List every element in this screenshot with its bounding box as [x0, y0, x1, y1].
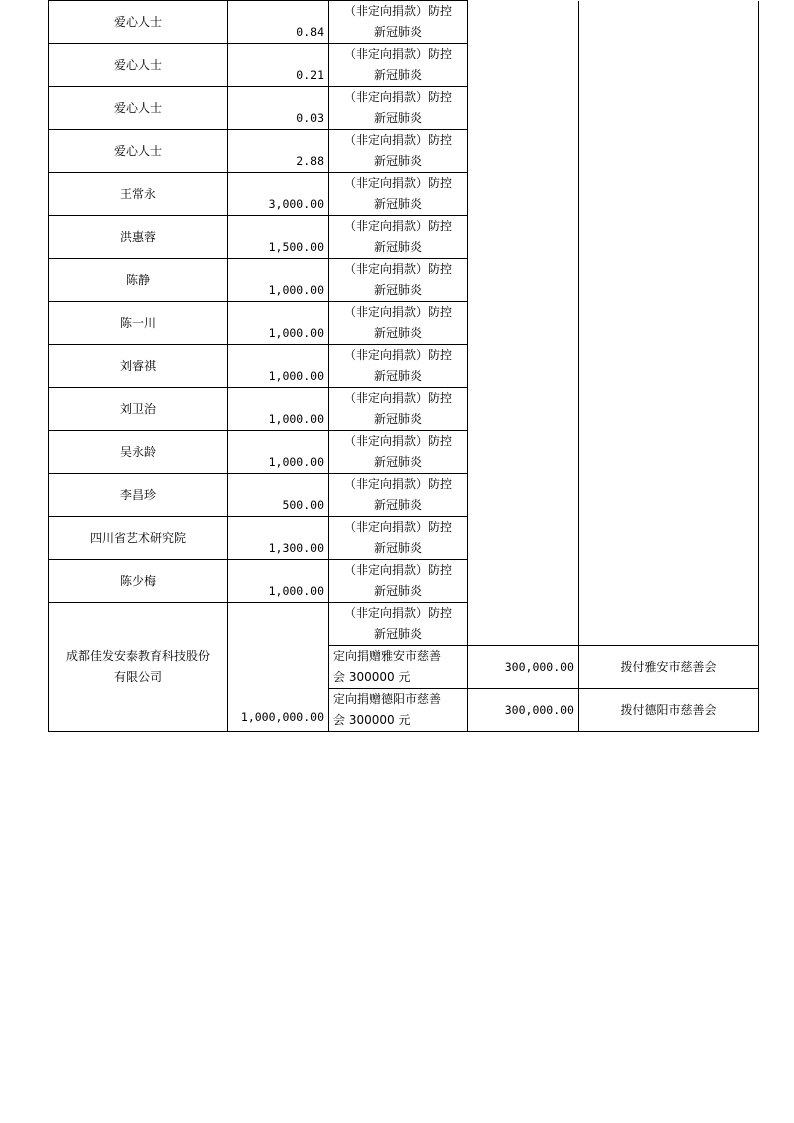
donation-purpose: （非定向捐款）防控 新冠肺炎	[329, 302, 468, 345]
donor-name: 爱心人士	[49, 44, 228, 87]
table-row	[49, 216, 759, 259]
use-desc-cell	[579, 87, 759, 130]
use-amount-cell	[468, 302, 579, 345]
donation-purpose: （非定向捐款）防控 新冠肺炎	[329, 517, 468, 560]
use-desc-cell	[579, 517, 759, 560]
donation-amount: 1,000.00	[228, 345, 329, 388]
donor-name: 刘卫治	[49, 388, 228, 431]
donation-table	[48, 0, 759, 732]
donation-amount: 1,000.00	[228, 259, 329, 302]
table-row	[49, 560, 759, 603]
donation-purpose: （非定向捐款）防控 新冠肺炎	[329, 345, 468, 388]
donation-amount: 1,000.00	[228, 560, 329, 603]
donation-purpose: 定向捐赠德阳市慈善 会 300000 元	[329, 689, 468, 732]
table-row	[49, 474, 759, 517]
table-row	[49, 259, 759, 302]
use-desc-cell	[579, 173, 759, 216]
use-amount-cell	[468, 474, 579, 517]
donation-amount: 1,500.00	[228, 216, 329, 259]
donor-name: 陈静	[49, 259, 228, 302]
use-desc-cell	[579, 474, 759, 517]
donor-name: 爱心人士	[49, 87, 228, 130]
use-desc-cell	[579, 259, 759, 302]
donor-name: 陈少梅	[49, 560, 228, 603]
donor-name: 吴永龄	[49, 431, 228, 474]
table-row	[49, 173, 759, 216]
use-amount-cell	[468, 173, 579, 216]
use-desc-cell	[579, 560, 759, 603]
donation-purpose: （非定向捐款）防控 新冠肺炎	[329, 1, 468, 44]
use-amount-cell	[468, 560, 579, 603]
table-row	[49, 517, 759, 560]
donation-purpose: 定向捐赠雅安市慈善 会 300000 元	[329, 646, 468, 689]
donation-purpose: （非定向捐款）防控 新冠肺炎	[329, 216, 468, 259]
use-desc-cell	[579, 302, 759, 345]
use-amount-cell	[468, 1, 579, 44]
donation-amount: 3,000.00	[228, 173, 329, 216]
use-amount-cell	[468, 517, 579, 560]
donation-amount: 500.00	[228, 474, 329, 517]
use-amount-cell	[468, 44, 579, 87]
donation-purpose: （非定向捐款）防控 新冠肺炎	[329, 431, 468, 474]
donor-name: 四川省艺术研究院	[49, 517, 228, 560]
donation-amount: 1,000,000.00	[228, 603, 329, 732]
donation-purpose: （非定向捐款）防控 新冠肺炎	[329, 560, 468, 603]
donation-amount: 0.84	[228, 1, 329, 44]
use-amount: 300,000.00	[468, 689, 579, 732]
table-row	[49, 603, 759, 646]
use-desc-cell	[579, 44, 759, 87]
donation-amount: 2.88	[228, 130, 329, 173]
use-description: 拨付德阳市慈善会	[579, 689, 759, 732]
use-amount-cell	[468, 603, 579, 646]
donor-name: 成都佳发安泰教育科技股份 有限公司	[49, 603, 228, 732]
donation-amount: 1,000.00	[228, 431, 329, 474]
donation-purpose: （非定向捐款）防控 新冠肺炎	[329, 173, 468, 216]
donor-name: 王常永	[49, 173, 228, 216]
use-description: 拨付雅安市慈善会	[579, 646, 759, 689]
donation-amount: 1,300.00	[228, 517, 329, 560]
use-desc-cell	[579, 216, 759, 259]
use-desc-cell	[579, 130, 759, 173]
use-desc-cell	[579, 345, 759, 388]
donation-purpose: （非定向捐款）防控 新冠肺炎	[329, 259, 468, 302]
donation-amount: 1,000.00	[228, 388, 329, 431]
donation-purpose: （非定向捐款）防控 新冠肺炎	[329, 603, 468, 646]
donation-amount: 0.21	[228, 44, 329, 87]
donation-purpose: （非定向捐款）防控 新冠肺炎	[329, 474, 468, 517]
use-amount-cell	[468, 130, 579, 173]
table-row	[49, 130, 759, 173]
table-row	[49, 1, 759, 44]
donation-amount: 1,000.00	[228, 302, 329, 345]
donor-name: 爱心人士	[49, 1, 228, 44]
use-amount-cell	[468, 345, 579, 388]
donor-name: 洪惠蓉	[49, 216, 228, 259]
use-amount: 300,000.00	[468, 646, 579, 689]
donor-name: 李昌珍	[49, 474, 228, 517]
table-row	[49, 388, 759, 431]
use-amount-cell	[468, 259, 579, 302]
table-row	[49, 302, 759, 345]
table-row	[49, 87, 759, 130]
use-desc-cell	[579, 388, 759, 431]
use-desc-cell	[579, 603, 759, 646]
use-amount-cell	[468, 216, 579, 259]
donor-name: 刘睿祺	[49, 345, 228, 388]
donation-purpose: （非定向捐款）防控 新冠肺炎	[329, 87, 468, 130]
donation-purpose: （非定向捐款）防控 新冠肺炎	[329, 44, 468, 87]
donor-name: 爱心人士	[49, 130, 228, 173]
use-desc-cell	[579, 1, 759, 44]
donation-purpose: （非定向捐款）防控 新冠肺炎	[329, 130, 468, 173]
use-amount-cell	[468, 431, 579, 474]
table-row	[49, 345, 759, 388]
use-desc-cell	[579, 431, 759, 474]
donor-name: 陈一川	[49, 302, 228, 345]
table-row	[49, 431, 759, 474]
donation-purpose: （非定向捐款）防控 新冠肺炎	[329, 388, 468, 431]
table-row	[49, 44, 759, 87]
use-amount-cell	[468, 388, 579, 431]
use-amount-cell	[468, 87, 579, 130]
donation-amount: 0.03	[228, 87, 329, 130]
